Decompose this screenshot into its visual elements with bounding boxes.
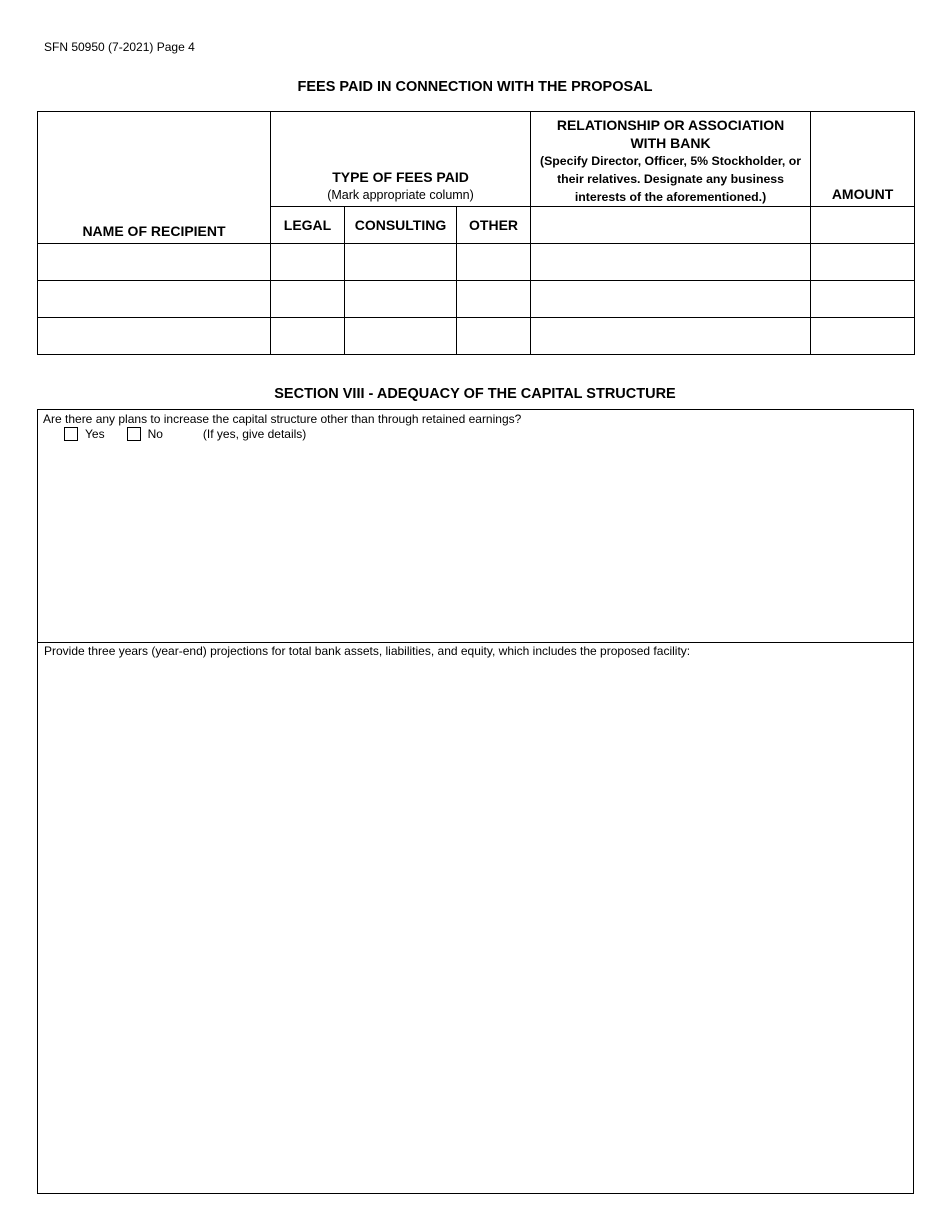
capital-plans-question: Are there any plans to increase the capital structure other than through retained earnings? <box>43 412 522 426</box>
col-header-relationship-line1: RELATIONSHIP OR ASSOCIATION <box>556 117 785 133</box>
amount-cell[interactable] <box>811 207 915 244</box>
recipient-name-cell[interactable] <box>38 281 271 318</box>
projections-instruction: Provide three years (year-end) projections for total bank assets, liabilities, and equity, which includes the proposed facility: <box>44 644 691 658</box>
col-header-type-label: TYPE OF FEES PAID <box>332 169 469 185</box>
legal-cell[interactable] <box>271 318 345 355</box>
consulting-cell[interactable] <box>345 318 457 355</box>
other-cell[interactable] <box>457 244 531 281</box>
fees-section-title: FEES PAID IN CONNECTION WITH THE PROPOSAL <box>297 79 653 95</box>
col-header-name: NAME OF RECIPIENT <box>38 112 271 244</box>
capital-plans-box[interactable] <box>37 409 914 643</box>
sub-header-other: OTHER <box>457 207 531 244</box>
yes-label: Yes <box>85 427 105 441</box>
section-viii-title: SECTION VIII - ADEQUACY OF THE CAPITAL STRUCTURE <box>274 386 676 402</box>
consulting-cell[interactable] <box>345 244 457 281</box>
recipient-name-cell[interactable] <box>38 244 271 281</box>
legal-cell[interactable] <box>271 244 345 281</box>
col-header-relationship-line2: WITH BANK <box>630 135 711 151</box>
other-cell[interactable] <box>457 281 531 318</box>
amount-cell[interactable] <box>811 318 915 355</box>
table-row <box>38 244 915 281</box>
col-header-relationship <box>531 112 811 207</box>
relationship-cell[interactable] <box>531 244 811 281</box>
col-header-amount: AMOUNT <box>811 112 915 207</box>
amount-cell[interactable] <box>811 244 915 281</box>
relationship-cell[interactable] <box>531 281 811 318</box>
recipient-name-cell[interactable] <box>38 318 271 355</box>
col-header-type <box>271 112 531 207</box>
col-header-type-sub: (Mark appropriate column) <box>327 188 474 202</box>
consulting-cell[interactable] <box>345 281 457 318</box>
relationship-cell[interactable] <box>531 207 811 244</box>
no-label: No <box>147 427 163 441</box>
col-header-relationship-sub: (Specify Director, Officer, 5% Stockholder, or their relatives. Designate any business interests of the aforementioned.) <box>540 154 802 204</box>
amount-cell[interactable] <box>811 281 915 318</box>
sub-header-consulting: CONSULTING <box>345 207 457 244</box>
form-id: SFN 50950 (7-2021) Page 4 <box>44 40 195 54</box>
table-row <box>38 281 915 318</box>
yes-checkbox[interactable] <box>64 427 78 441</box>
other-cell[interactable] <box>457 318 531 355</box>
table-row <box>38 318 915 355</box>
sub-header-legal: LEGAL <box>271 207 345 244</box>
fees-table <box>37 111 915 355</box>
yes-no-group <box>64 427 306 441</box>
relationship-cell[interactable] <box>531 318 811 355</box>
details-note: (If yes, give details) <box>202 427 307 441</box>
projections-box[interactable] <box>37 642 914 1194</box>
no-checkbox[interactable] <box>127 427 141 441</box>
legal-cell[interactable] <box>271 281 345 318</box>
